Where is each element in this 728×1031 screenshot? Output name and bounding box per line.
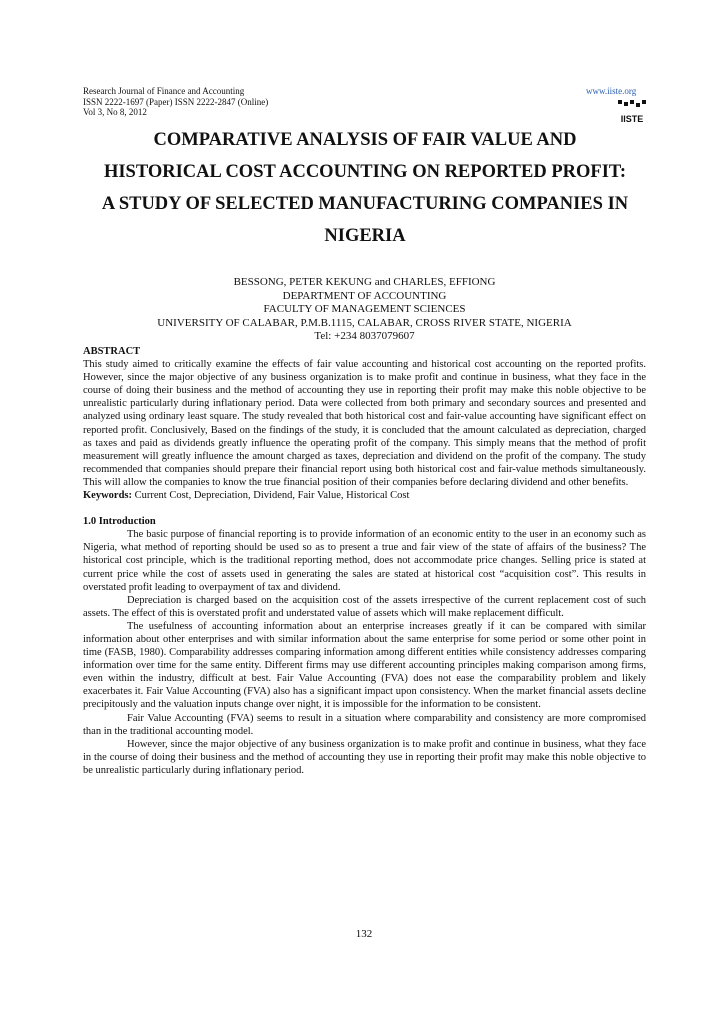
title-line-2: HISTORICAL COST ACCOUNTING ON REPORTED PROFIT: [103,162,627,182]
title-line-1: COMPARATIVE ANALYSIS OF FAIR VALUE AND [153,130,577,150]
intro-paragraph-3: The usefulness of accounting information about an enterprise increases greatly if it can be compared with similar information about other enterprises and with similar information about the same enterprise for some period or some other point in time (FASB, 1980). Comparability addresses comparing information among different entities while consistency addresses comparing information over time for the same entity. Different firms may use different accounting principles making comparison among firms, even within the industry, difficult at best. Fair Value Accounting (FVA) does not ease the comparability problem and likely exacerbates it. Fair Value Accounting (FVA) also has a significant impact upon consistency. When the market financial assets decline precipitously and the valuation inputs change over night, it is impossible for the information to be consistent. [83,620,646,711]
author-telephone: Tel: +234 8037079607 [314,330,415,342]
title-line-4: NIGERIA [324,226,406,246]
journal-url[interactable]: www.iiste.org [586,86,637,96]
intro-paragraph-5: However, since the major objective of any business organization is to make profit and continue in business, what they face in the course of doing their business and the method of accounting they use in reporting their profit may make this noble objective to be unrealistic particularly during inflationary period. [83,738,646,776]
author-department: DEPARTMENT OF ACCOUNTING [282,289,447,302]
author-names: BESSONG, PETER KEKUNG and CHARLES, EFFIONG [233,276,496,288]
intro-heading: 1.0 Introduction [83,516,156,528]
journal-header [83,86,268,118]
author-university: UNIVERSITY OF CALABAR, P.M.B.1115, CALABAR, CROSS RIVER STATE, NIGERIA [157,316,572,329]
logo-text: IISTE [620,114,644,124]
intro-paragraph-4: Fair Value Accounting (FVA) seems to result in a situation where comparability and consistency are more compromised than in the traditional accounting model. [83,712,646,737]
author-faculty: FACULTY OF MANAGEMENT SCIENCES [263,303,466,315]
journal-issn: ISSN 2222-1697 (Paper) ISSN 2222-2847 (Online) [83,96,269,107]
intro-paragraph-2: Depreciation is charged based on the acquisition cost of the assets irrespective of the current replacement cost of such assets. The effect of this is overstated profit and understated value of assets which will make replacement difficult. [83,594,646,619]
author-block [83,276,646,344]
keywords-list: Current Cost, Depreciation, Dividend, Fair Value, Historical Cost [132,490,410,502]
iiste-logo [616,98,648,126]
journal-volume: Vol 3, No 8, 2012 [83,107,147,117]
title-line-3: A STUDY OF SELECTED MANUFACTURING COMPANIES IN [101,194,629,214]
page-number: 132 [355,928,373,940]
journal-name: Research Journal of Finance and Accounting [83,86,245,96]
keywords-line [83,489,646,502]
abstract-heading: ABSTRACT [83,346,141,357]
paper-body [83,345,646,777]
paper-title [75,124,655,252]
intro-paragraph-1: The basic purpose of financial reporting is to provide information of an economic entity to the user in an economy such as Nigeria, what method of reporting should be used so as to present a true and fair view of the state of affairs of the business? The historical cost principle, which is the traditional reporting method, does not accommodate price changes. Selling price is stated at current price while the cost of assets used in generating the sales are stated at historical cost “acquisition cost”. This results in overstated profit leading to overpayment of tax and dividend. [83,529,646,593]
keywords-label: Keywords: [83,490,132,502]
abstract-text: This study aimed to critically examine the effects of fair value accounting and historical cost accounting on the reported profits. However, since the major objective of any business organization is to make profit and continue in business, what they face in the course of doing their business and the method of accounting they use in reporting their profit may make this noble objective to be unrealistic particularly during inflationary period. Data were collected from both primary and secondary sources and presented and analyzed using ordinary least square. The study revealed that both historical cost and fair-value accounting have significant effect on reported profit. Conclusively, Based on the findings of the study, it is concluded that the amount calculated as depreciation, charged as taxes and paid as dividends greatly influence the operating profit of the company. This simply means that the method of profit measurement will greatly influence the amount charged as taxes, depreciation and dividend on the profit of the company. The study recommended that companies should prepare their financial report using both historical cost and fair-value methods simultaneously. This will allow the companies to know the true financial position of their companies before declaring dividend and other benefits. [83,359,646,488]
